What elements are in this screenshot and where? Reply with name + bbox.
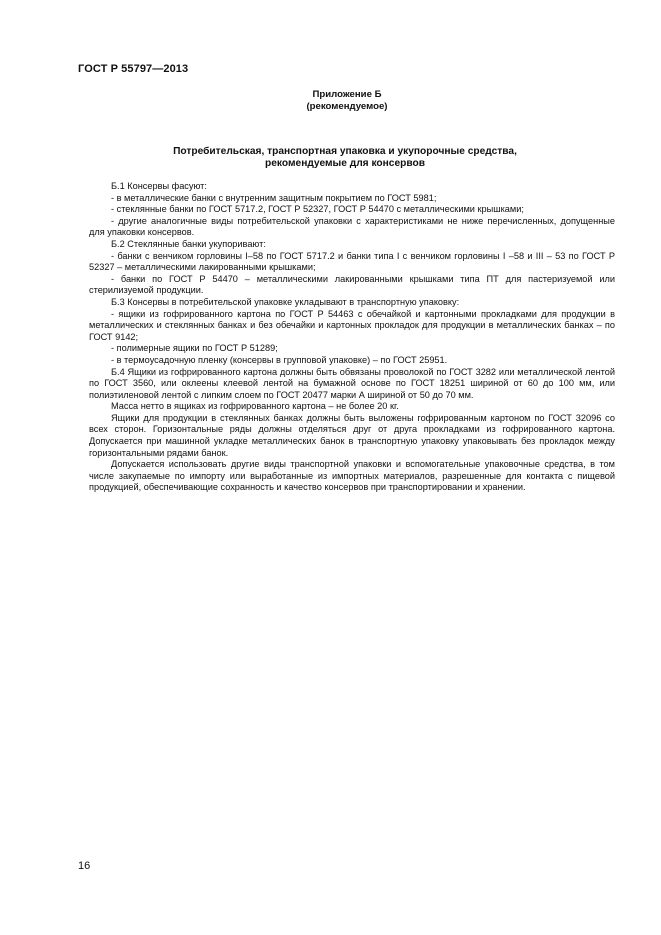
paragraph: - банки с венчиком горловины I–58 по ГОСТ 5717.2 и банки типа I с венчиком горловины I –58 и III – 53 по ГОСТ Р 52327 – металлическими лакированными крышками;	[89, 250, 615, 273]
paragraph: Б.3 Консервы в потребительской упаковке укладывают в транспортную упаковку:	[111, 296, 460, 307]
paragraph: - банки по ГОСТ Р 54470 – металлическими лакированными крышками типа ПТ для пастеризуемой или стерилизуемой продукции.	[89, 273, 615, 296]
appendix-heading	[0, 89, 661, 113]
paragraph: Б.4 Ящики из гофрированного картона должны быть обвязаны проволокой по ГОСТ 3282 или металлической лентой по ГОСТ 3560, или оклеены клеевой лентой на бумажной основе по ГОСТ 18251 шириной от 60 до 100 мм, или полиэтиленовой лентой с липким слоем по ГОСТ 20477 марки А шириной от 50 до 70 мм.	[89, 366, 615, 400]
document-header: ГОСТ Р 55797—2013	[78, 63, 189, 75]
paragraph: - в термоусадочную пленку (консервы в групповой упаковке) – по ГОСТ 25951.	[111, 354, 448, 365]
section-title	[60, 146, 630, 170]
paragraph: Допускается использовать другие виды транспортной упаковки и вспомогательные упаковочные средства, в том числе закупаемые по импорту или выработанные из импортных материалов, разрешенные для контакта с пищевой продукцией, обеспечивающие сохранность и качество консервов при транспортировании и хранении.	[89, 459, 615, 493]
paragraph: Б.1 Консервы фасуют:	[111, 181, 207, 191]
section-title-line2: рекомендуемые для консервов	[265, 158, 425, 169]
paragraph: - стеклянные банки по ГОСТ 5717.2, ГОСТ Р 52327, ГОСТ Р 54470 с металлическими крышками;	[111, 204, 524, 215]
appendix-status: (рекомендуемое)	[306, 101, 388, 112]
paragraph: Б.2 Стеклянные банки укупоривают:	[111, 238, 266, 249]
paragraph: - ящики из гофрированного картона по ГОСТ Р 54463 с обечайкой и картонными прокладками для продукции в металлических и стеклянных банках и без обечайки и картонных прокладок для продукции в металлических банках – по ГОСТ 9142;	[89, 308, 615, 342]
paragraph: Масса нетто в ящиках из гофрированного картона – не более 20 кг.	[111, 401, 399, 412]
paragraph: - полимерные ящики по ГОСТ Р 51289;	[111, 343, 278, 354]
paragraph: - другие аналогичные виды потребительской упаковки с характеристиками не ниже перечисленных, допущенные для упаковки консервов.	[89, 215, 615, 238]
body-text	[89, 181, 615, 494]
paragraph: Ящики для продукции в стеклянных банках должны быть выложены гофрированным картоном по ГОСТ 32096 со всех сторон. Горизонтальные ряды должны отделяться друг от друга прокладками из гофрированного картона. Допускается при машинной укладке металлических банок в транспортную упаковку упаковывать без прокладок между горизонтальными рядами банок.	[89, 412, 615, 458]
page-number: 16	[78, 860, 91, 872]
section-title-line1: Потребительская, транспортная упаковка и укупорочные средства,	[173, 146, 517, 157]
paragraph: - в металлические банки с внутренним защитным покрытием по ГОСТ 5981;	[111, 192, 437, 203]
appendix-label: Приложение Б	[312, 89, 382, 100]
